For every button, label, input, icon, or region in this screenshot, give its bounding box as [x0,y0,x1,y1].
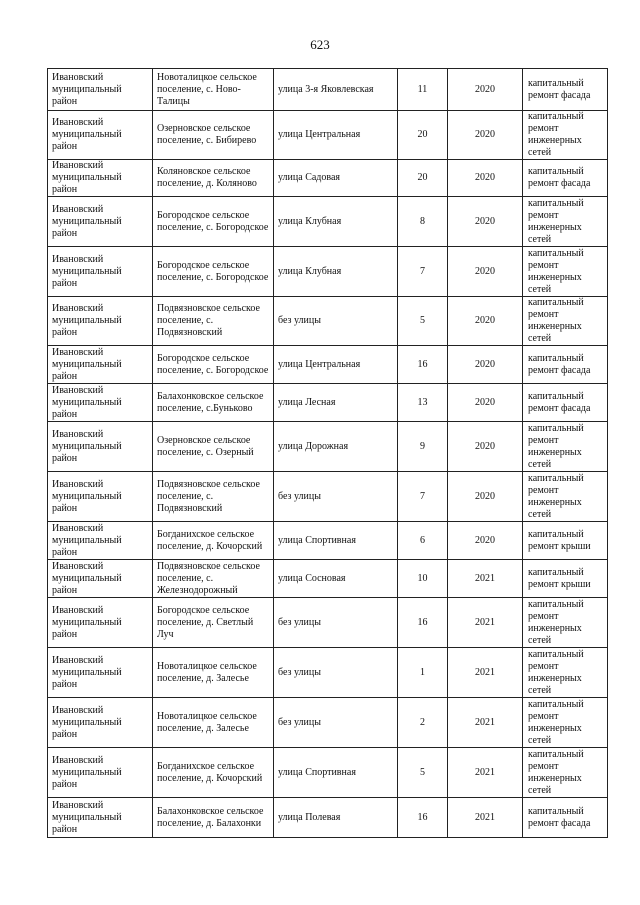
settlement-cell: Богородское сельское поселение, с. Богородское [153,197,274,247]
street-cell: без улицы [274,648,398,698]
work-type-cell: капитальный ремонт инженерных сетей [523,648,608,698]
page-number: 623 [310,37,330,52]
district-cell: Ивановский муниципальный район [48,698,153,748]
settlement-cell: Озерновское сельское поселение, с. Озерный [153,422,274,472]
table-row [48,748,608,798]
house-number-cell: 9 [398,422,448,472]
settlement-cell: Коляновское сельское поселение, д. Коляново [153,160,274,197]
house-number-cell: 8 [398,197,448,247]
settlement-cell: Подвязновское сельское поселение, с. Подвязновский [153,297,274,346]
house-number-cell: 16 [398,798,448,838]
house-number-cell: 6 [398,522,448,560]
year-cell: 2020 [448,422,523,472]
street-cell: улица Спортивная [274,748,398,798]
table-row [48,422,608,472]
table-row [48,69,608,111]
year-cell: 2021 [448,560,523,598]
street-cell: улица Полевая [274,798,398,838]
house-number-cell: 7 [398,247,448,297]
housing-repair-table [47,68,608,838]
house-number-cell: 10 [398,560,448,598]
year-cell: 2021 [448,748,523,798]
street-cell: улица Дорожная [274,422,398,472]
district-cell: Ивановский муниципальный район [48,472,153,522]
street-cell: без улицы [274,698,398,748]
settlement-cell: Богородское сельское поселение, с. Богородское [153,247,274,297]
house-number-cell: 16 [398,598,448,648]
work-type-cell: капитальный ремонт инженерных сетей [523,247,608,297]
settlement-cell: Балахонковское сельское поселение, с.Буньково [153,384,274,422]
work-type-cell: капитальный ремонт крыши [523,522,608,560]
street-cell: улица Клубная [274,247,398,297]
year-cell: 2020 [448,384,523,422]
year-cell: 2020 [448,111,523,160]
work-type-cell: капитальный ремонт инженерных сетей [523,197,608,247]
house-number-cell: 20 [398,111,448,160]
table-row [48,798,608,838]
settlement-cell: Подвязновское сельское поселение, с. Подвязновский [153,472,274,522]
settlement-cell: Богородское сельское поселение, д. Светлый Луч [153,598,274,648]
year-cell: 2020 [448,247,523,297]
work-type-cell: капитальный ремонт фасада [523,798,608,838]
work-type-cell: капитальный ремонт инженерных сетей [523,598,608,648]
settlement-cell: Богданихское сельское поселение, д. Кочорский [153,522,274,560]
work-type-cell: капитальный ремонт фасада [523,384,608,422]
work-type-cell: капитальный ремонт инженерных сетей [523,111,608,160]
house-number-cell: 11 [398,69,448,111]
year-cell: 2020 [448,297,523,346]
house-number-cell: 20 [398,160,448,197]
year-cell: 2021 [448,798,523,838]
table-row [48,160,608,197]
table-row [48,297,608,346]
table-row [48,111,608,160]
street-cell: улица Сосновая [274,560,398,598]
work-type-cell: капитальный ремонт фасада [523,346,608,384]
table-row [48,384,608,422]
work-type-cell: капитальный ремонт инженерных сетей [523,472,608,522]
table-row [48,472,608,522]
district-cell: Ивановский муниципальный район [48,111,153,160]
district-cell: Ивановский муниципальный район [48,197,153,247]
house-number-cell: 13 [398,384,448,422]
year-cell: 2020 [448,197,523,247]
settlement-cell: Новоталицкое сельское поселение, с. Ново-Талицы [153,69,274,111]
house-number-cell: 5 [398,748,448,798]
work-type-cell: капитальный ремонт крыши [523,560,608,598]
year-cell: 2021 [448,698,523,748]
table-row [48,522,608,560]
work-type-cell: капитальный ремонт фасада [523,69,608,111]
table-body [48,69,608,838]
table-row [48,197,608,247]
table-row [48,648,608,698]
house-number-cell: 1 [398,648,448,698]
work-type-cell: капитальный ремонт инженерных сетей [523,422,608,472]
street-cell: без улицы [274,472,398,522]
district-cell: Ивановский муниципальный район [48,160,153,197]
work-type-cell: капитальный ремонт фасада [523,160,608,197]
work-type-cell: капитальный ремонт инженерных сетей [523,297,608,346]
district-cell: Ивановский муниципальный район [48,798,153,838]
street-cell: улица Центральная [274,346,398,384]
house-number-cell: 7 [398,472,448,522]
district-cell: Ивановский муниципальный район [48,69,153,111]
settlement-cell: Подвязновское сельское поселение, с. Железнодорожный [153,560,274,598]
house-number-cell: 5 [398,297,448,346]
settlement-cell: Богородское сельское поселение, с. Богородское [153,346,274,384]
year-cell: 2020 [448,69,523,111]
table-row [48,560,608,598]
house-number-cell: 16 [398,346,448,384]
settlement-cell: Богданихское сельское поселение, д. Кочорский [153,748,274,798]
street-cell: улица Садовая [274,160,398,197]
year-cell: 2020 [448,522,523,560]
district-cell: Ивановский муниципальный район [48,422,153,472]
year-cell: 2020 [448,346,523,384]
district-cell: Ивановский муниципальный район [48,346,153,384]
street-cell: улица 3-я Яковлевская [274,69,398,111]
house-number-cell: 2 [398,698,448,748]
work-type-cell: капитальный ремонт инженерных сетей [523,698,608,748]
year-cell: 2021 [448,648,523,698]
table-row [48,698,608,748]
settlement-cell: Новоталицкое сельское поселение, д. Залесье [153,648,274,698]
street-cell: улица Спортивная [274,522,398,560]
district-cell: Ивановский муниципальный район [48,560,153,598]
district-cell: Ивановский муниципальный район [48,297,153,346]
street-cell: улица Лесная [274,384,398,422]
year-cell: 2020 [448,472,523,522]
street-cell: без улицы [274,598,398,648]
district-cell: Ивановский муниципальный район [48,522,153,560]
work-type-cell: капитальный ремонт инженерных сетей [523,748,608,798]
street-cell: улица Клубная [274,197,398,247]
settlement-cell: Новоталицкое сельское поселение, д. Залесье [153,698,274,748]
district-cell: Ивановский муниципальный район [48,648,153,698]
year-cell: 2021 [448,598,523,648]
district-cell: Ивановский муниципальный район [48,748,153,798]
settlement-cell: Озерновское сельское поселение, с. Бибирево [153,111,274,160]
street-cell: улица Центральная [274,111,398,160]
district-cell: Ивановский муниципальный район [48,247,153,297]
table-row [48,346,608,384]
table-row [48,247,608,297]
settlement-cell: Балахонковское сельское поселение, д. Балахонки [153,798,274,838]
year-cell: 2020 [448,160,523,197]
district-cell: Ивановский муниципальный район [48,598,153,648]
district-cell: Ивановский муниципальный район [48,384,153,422]
table-row [48,598,608,648]
street-cell: без улицы [274,297,398,346]
